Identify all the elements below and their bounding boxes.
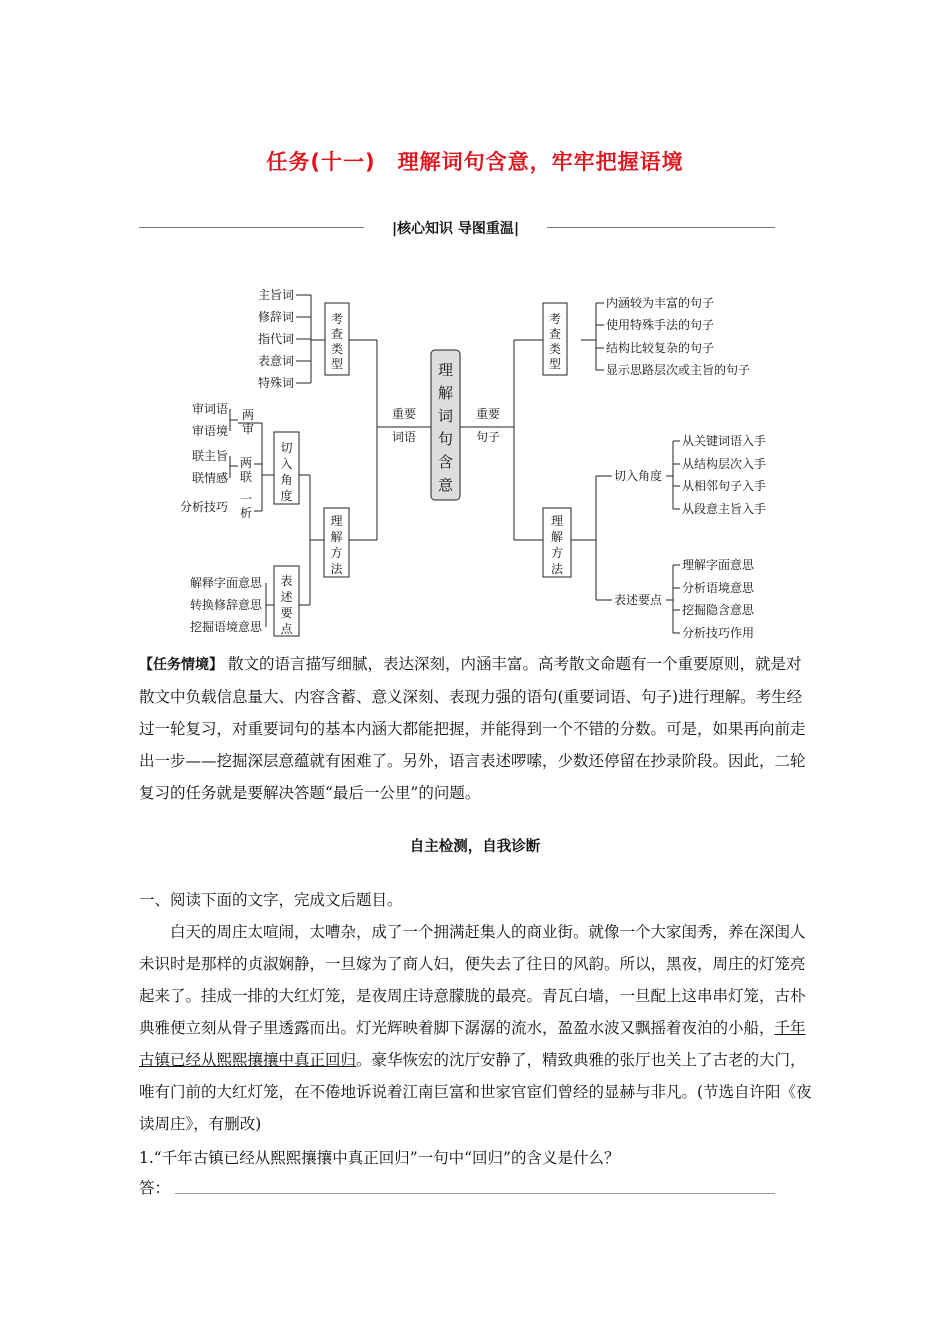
right-express-item: 挖掘隐含意思 — [682, 603, 755, 617]
vertical-char: 考 — [548, 312, 562, 326]
left-exam-item: 特殊词 — [257, 376, 294, 390]
answer-label: 答： — [139, 1179, 171, 1197]
vertical-char: 理 — [550, 514, 564, 528]
vertical-char: 联 — [239, 470, 253, 484]
left-branch-label-line2: 词语 — [391, 430, 417, 444]
left-exam-item: 表意词 — [257, 354, 294, 368]
right-angle-item: 从段意主旨入手 — [682, 502, 767, 516]
vertical-char: 切 — [280, 441, 293, 455]
angle-group-tag — [240, 456, 252, 484]
vertical-char: 方 — [330, 546, 343, 560]
right-exam-item: 使用特殊手法的句子 — [606, 318, 715, 332]
vertical-char: 一 — [239, 492, 253, 506]
vertical-char: 方 — [550, 546, 564, 560]
angle-group-tag — [240, 492, 252, 520]
right-express-item: 分析技巧作用 — [682, 626, 755, 640]
angle-group-item: 联主旨 — [191, 449, 228, 463]
title-main: 理解词句含意，牢牢把握语境 — [397, 150, 684, 174]
vertical-char: 类 — [548, 342, 562, 356]
vertical-char: 入 — [280, 457, 293, 471]
left-express-item: 挖掘语境意思 — [189, 620, 262, 634]
vertical-char: 意 — [437, 476, 454, 494]
section-heading: 自主检测，自我诊断 — [409, 839, 541, 855]
passage-before: 白天的周庄太喧闹，太嘈杂，成了一个拥满赶集人的商业街。就像一个大家闺秀，养在深闺人未识时是那样的贞淑娴静，一旦嫁为了商人妇，便失去了往日的风韵。所以，黑夜，周庄的灯笼亮起来了。挂成一排的大红灯笼，是夜周庄诗意朦胧的最亮。青瓦白墙，一旦配上这串串灯笼，古朴典雅便立刻从骨子里透露而出。灯光辉映着脚下潺潺的流水，盈盈水波又飘摇着夜泊的小船， — [139, 923, 806, 1037]
vertical-char: 角 — [280, 473, 293, 487]
vertical-char: 解 — [550, 530, 564, 544]
passage-underlined: 千年古镇已经从熙熙攘攘中真正回归 — [139, 1019, 806, 1069]
right-angle-label: 切入角度 — [614, 469, 663, 483]
vertical-char: 词 — [437, 407, 454, 425]
right-angle-item: 从结构层次入手 — [682, 457, 767, 471]
right-exam-item: 内涵较为丰富的句子 — [606, 296, 715, 310]
vertical-char: 理 — [330, 514, 343, 528]
vertical-char: 含 — [437, 453, 454, 471]
vertical-char: 述 — [280, 590, 293, 604]
right-angle-item: 从关键词语入手 — [682, 434, 767, 448]
task-tag: 【任务情境】 — [139, 657, 223, 673]
vertical-char: 法 — [550, 562, 564, 576]
task-text: 散文的语言描写细腻，表达深刻，内涵丰富。高考散文命题有一个重要原则，就是对散文中负载信息量大、内容含蓄、意义深刻、表现力强的语句(重要词语、句子)进行理解。考生经过一轮复习，对重要词句的基本内涵大都能把握，并能得到一个不错的分数。可是，如果再向前走出一步——挖掘深层意蕴就有困难了。另外，语言表述啰嗦，少数还停留在抄录阶段。因此，二轮复习的任务就是要解决答题“最后一公里”的问题。 — [139, 655, 806, 802]
right-branch-label-line2: 句子 — [475, 430, 501, 444]
banner-label: |核心知识 导图重温| — [391, 221, 520, 237]
vertical-char: 型 — [330, 357, 344, 371]
left-exam-item: 主旨词 — [257, 288, 294, 302]
angle-group-item: 审词语 — [191, 402, 228, 416]
angle-group-item: 审语境 — [191, 424, 228, 438]
left-branch-label-line1: 重要 — [391, 407, 417, 421]
passage-after: 。豪华恢宏的沈厅安静了，精致典雅的张厅也关上了古老的大门，唯有门前的大红灯笼，在不倦地诉说着江南巨富和世家官宦们曾经的显赫与非凡。(节选自许阳《夜读周庄》，有删改) — [139, 1051, 812, 1133]
angle-group-tag — [242, 408, 254, 436]
vertical-char: 两 — [239, 456, 253, 470]
vertical-char: 型 — [548, 357, 562, 371]
right-express-label: 表述要点 — [614, 593, 663, 607]
left-exam-item: 指代词 — [257, 332, 294, 346]
left-express-item: 转换修辞意思 — [189, 598, 262, 612]
title-prefix: 任务(十一) — [266, 150, 376, 174]
vertical-char: 要 — [280, 606, 293, 620]
vertical-char: 表 — [280, 574, 293, 588]
vertical-char: 查 — [330, 327, 344, 341]
right-express-item: 理解字面意思 — [682, 558, 755, 572]
passage — [139, 916, 815, 1140]
vertical-char: 法 — [330, 562, 343, 576]
vertical-char: 解 — [437, 384, 454, 402]
left-express-item: 解释字面意思 — [189, 576, 262, 590]
right-express-item: 分析语境意思 — [682, 581, 755, 595]
angle-group-item: 分析技巧 — [179, 500, 228, 514]
vertical-char: 解 — [330, 530, 343, 544]
angle-group-item: 联情感 — [191, 471, 228, 485]
right-exam-item: 显示思路层次或主旨的句子 — [606, 363, 751, 377]
mind-map — [0, 0, 950, 650]
vertical-char: 两 — [241, 408, 255, 422]
node-boxes — [274, 303, 571, 636]
question-intro: 一、阅读下面的文字，完成文后题目。 — [139, 891, 403, 909]
vertical-char: 查 — [548, 327, 562, 341]
task-context — [139, 648, 815, 809]
vertical-char: 句 — [437, 430, 454, 448]
vertical-char: 度 — [280, 489, 293, 503]
vertical-char: 析 — [239, 506, 253, 520]
vertical-char: 审 — [241, 422, 255, 436]
answer-line[interactable] — [175, 1193, 775, 1194]
right-branch-label-line1: 重要 — [475, 407, 501, 421]
question-1: 1.“千年古镇已经从熙熙攘攘中真正回归”一句中“回归”的含义是什么？ — [139, 1149, 620, 1167]
right-angle-item: 从相邻句子入手 — [682, 479, 767, 493]
left-exam-item: 修辞词 — [257, 310, 294, 324]
vertical-char: 点 — [280, 622, 293, 636]
right-exam-item: 结构比较复杂的句子 — [606, 341, 715, 355]
vertical-char: 理 — [437, 361, 454, 379]
vertical-char: 类 — [330, 342, 344, 356]
vertical-char: 考 — [330, 312, 344, 326]
